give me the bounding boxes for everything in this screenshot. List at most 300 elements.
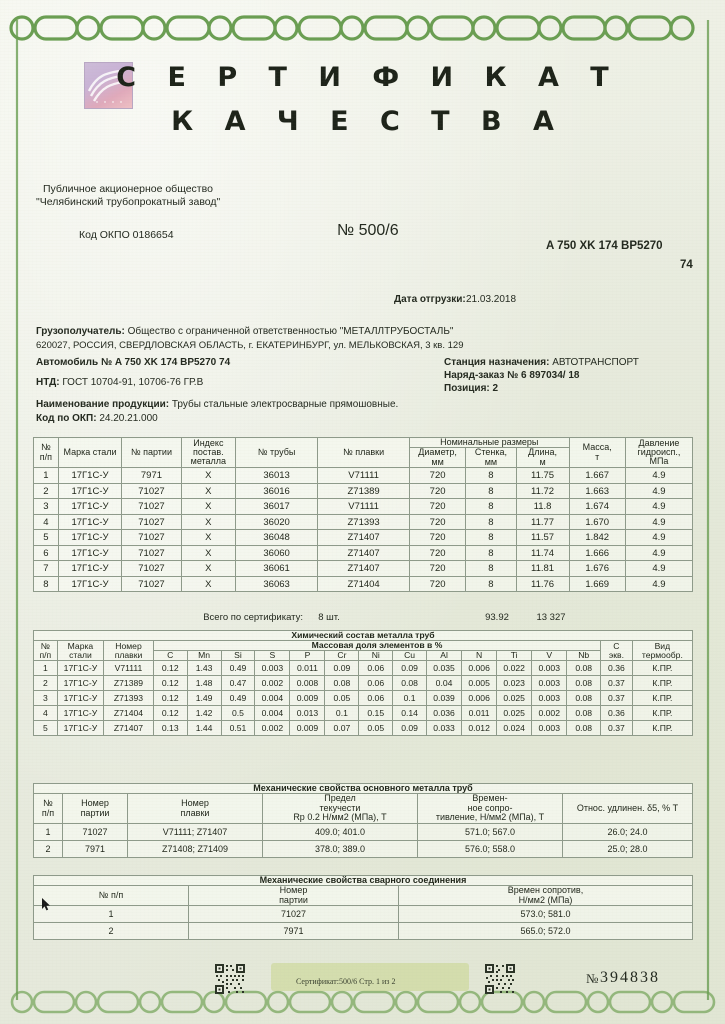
- weld-table-title: Механические свойства сварного соединения: [34, 876, 693, 886]
- table-cell: 4.9: [625, 499, 692, 515]
- table-cell: 71027: [189, 906, 399, 923]
- chem-col-nb: Nb: [567, 651, 601, 661]
- table-cell: 571.0; 567.0: [418, 823, 563, 840]
- table-cell: 0.009: [290, 691, 325, 706]
- shipping-date-label: Дата отгрузки:: [394, 294, 466, 305]
- table-row: [34, 545, 693, 561]
- table-cell: 720: [409, 576, 465, 592]
- table-cell: 720: [409, 468, 465, 484]
- mech-table-body: [34, 823, 693, 857]
- table-cell: 4: [34, 514, 59, 530]
- table-cell: К.ПР.: [632, 706, 692, 721]
- mech-col-heat-no: Номер плавки: [128, 794, 263, 823]
- table-row: [34, 661, 693, 676]
- vehicle-code-line2: 74: [680, 259, 693, 271]
- okp-value: 24.20.21.000: [99, 413, 158, 424]
- table-cell: 0.002: [255, 721, 290, 736]
- table-cell: Z71407: [318, 545, 410, 561]
- table-cell: Z71404: [104, 706, 154, 721]
- table-row: [34, 514, 693, 530]
- destination-station-value: АВТОТРАНСПОРТ: [552, 357, 639, 368]
- table-row: [34, 706, 693, 721]
- table-cell: 409.0; 401.0: [263, 823, 418, 840]
- col-pipe-no: № трубы: [235, 438, 317, 468]
- table-cell: 2: [34, 923, 189, 940]
- mech-col-elongation: Относ. удлинен. δ5, % Т: [563, 794, 693, 823]
- table-row: [34, 823, 693, 840]
- table-cell: 720: [409, 530, 465, 546]
- table-cell: 4.9: [625, 561, 692, 577]
- table-cell: 0.15: [359, 706, 393, 721]
- consignee-value: Общество с ограниченной ответственностью "МЕТАЛЛТРУБОСТАЛЬ": [127, 326, 454, 337]
- table-cell: 0.08: [567, 721, 601, 736]
- table-cell: 71027: [122, 545, 182, 561]
- table-cell: 720: [409, 561, 465, 577]
- weld-col-num: № п/п: [34, 886, 189, 906]
- table-cell: 0.004: [255, 706, 290, 721]
- table-cell: 0.08: [325, 676, 359, 691]
- table-cell: 1.42: [187, 706, 221, 721]
- table-cell: 11.74: [516, 545, 569, 561]
- table-cell: 0.09: [325, 661, 359, 676]
- weld-col-batch: Номер партии: [189, 886, 399, 906]
- table-cell: 17Г1С-У: [57, 661, 103, 676]
- weld-col-tensile: Времен сопротив, Н/мм2 (МПа): [399, 886, 693, 906]
- table-cell: V71111: [104, 661, 154, 676]
- mech-title-row: [34, 784, 693, 794]
- table-row: [34, 561, 693, 577]
- table-cell: 17Г1С-У: [57, 676, 103, 691]
- organization-name-line1: Публичное акционерное общество: [43, 183, 213, 195]
- table-cell: 0.49: [221, 661, 255, 676]
- mechanical-properties-table: [33, 783, 693, 858]
- table-cell: 0.12: [153, 706, 187, 721]
- product-name-label: Наименование продукции:: [36, 399, 170, 410]
- table-cell: 0.37: [601, 691, 633, 706]
- total-mass: 13 327: [536, 612, 566, 623]
- consignee-address: 620027, РОССИЯ, СВЕРДЛОВСКАЯ ОБЛАСТЬ, г. ЕКАТЕРИНБУРГ, ул. МЕЛЬКОВСКАЯ, 3 кв. 129: [36, 340, 464, 351]
- vehicle-number: Автомобиль № A 750 XK 174 BP5270 74: [36, 357, 231, 368]
- product-name-row: [36, 399, 398, 410]
- decorative-border-left: [6, 20, 28, 1000]
- table-cell: 4: [34, 706, 58, 721]
- table-cell: 7971: [63, 840, 128, 857]
- table-cell: 0.1: [393, 691, 427, 706]
- table-cell: 8: [466, 483, 516, 499]
- table-cell: 0.011: [290, 661, 325, 676]
- table-cell: 17Г1С-У: [58, 561, 121, 577]
- table-cell: X: [181, 576, 235, 592]
- table-cell: 1.44: [187, 721, 221, 736]
- table-cell: 4.9: [625, 468, 692, 484]
- table-cell: Z71393: [104, 691, 154, 706]
- table-cell: 0.07: [325, 721, 359, 736]
- chem-col-num: № п/п: [34, 641, 58, 661]
- table-cell: 17Г1С-У: [58, 545, 121, 561]
- table-cell: 0.013: [290, 706, 325, 721]
- table-cell: 0.08: [393, 676, 427, 691]
- mech-col-tensile: Времен- ное сопро- тивление, Н/мм2 (МПа), Т: [418, 794, 563, 823]
- table-cell: 1.667: [569, 468, 625, 484]
- destination-station-label: Станция назначения:: [444, 357, 550, 368]
- chem-col-v: V: [532, 651, 567, 661]
- position-value: 2: [492, 383, 499, 394]
- table-cell: 0.003: [532, 721, 567, 736]
- weld-table-head: [34, 876, 693, 906]
- table-cell: 6: [34, 545, 59, 561]
- table-cell: 0.08: [567, 676, 601, 691]
- table-cell: 0.002: [255, 676, 290, 691]
- table-cell: 2: [34, 840, 63, 857]
- table-cell: 8: [466, 530, 516, 546]
- table-cell: 1: [34, 823, 63, 840]
- decorative-border-top: [8, 12, 717, 44]
- total-length: 93.92: [485, 612, 509, 623]
- chem-col-heat-treatment: Вид термообр.: [632, 641, 692, 661]
- table-row: [34, 906, 693, 923]
- table-cell: 565.0; 572.0: [399, 923, 693, 940]
- table-cell: 0.37: [601, 721, 633, 736]
- qr-code-left: [213, 962, 247, 996]
- table-cell: Z71393: [318, 514, 410, 530]
- chemical-composition-table: [33, 630, 693, 736]
- table-cell: 36061: [235, 561, 317, 577]
- col-heat-no: № плавки: [318, 438, 410, 468]
- document-number-symbol: №: [586, 971, 599, 986]
- table-cell: 8: [466, 468, 516, 484]
- table-cell: 71027: [122, 576, 182, 592]
- col-num: № п/п: [34, 438, 59, 468]
- consignee-row: [36, 326, 453, 337]
- table-cell: 71027: [122, 499, 182, 515]
- weld-properties-table: [33, 875, 693, 940]
- total-count: 8 шт.: [318, 612, 340, 623]
- table-cell: 0.035: [427, 661, 462, 676]
- chem-col-si: Si: [221, 651, 255, 661]
- chem-title-row: [34, 631, 693, 641]
- table-cell: 720: [409, 499, 465, 515]
- table-cell: V71111: [318, 499, 410, 515]
- chem-col-s: S: [255, 651, 290, 661]
- table-cell: 25.0; 28.0: [563, 840, 693, 857]
- col-batch: № партии: [122, 438, 182, 468]
- table-cell: 8: [34, 576, 59, 592]
- table-cell: 3: [34, 691, 58, 706]
- table-cell: К.ПР.: [632, 691, 692, 706]
- table-cell: 1: [34, 661, 58, 676]
- chem-col-steel-grade: Марка стали: [57, 641, 103, 661]
- table-cell: V71111: [318, 468, 410, 484]
- mech-table-head: [34, 784, 693, 824]
- table-cell: 720: [409, 545, 465, 561]
- col-steel-grade: Марка стали: [58, 438, 121, 468]
- chem-col-al: Al: [427, 651, 462, 661]
- table-cell: 0.006: [462, 661, 497, 676]
- chem-col-cu: Cu: [393, 651, 427, 661]
- table-cell: 0.006: [462, 691, 497, 706]
- table-cell: 0.003: [532, 661, 567, 676]
- chem-col-ti: Ti: [497, 651, 532, 661]
- table-cell: 11.57: [516, 530, 569, 546]
- table-cell: 0.5: [221, 706, 255, 721]
- table-cell: 720: [409, 514, 465, 530]
- table-cell: 26.0; 24.0: [563, 823, 693, 840]
- table-cell: 0.033: [427, 721, 462, 736]
- table-cell: 0.036: [427, 706, 462, 721]
- table-cell: 0.005: [462, 676, 497, 691]
- table-cell: 71027: [122, 483, 182, 499]
- table-cell: 0.022: [497, 661, 532, 676]
- table-row: [34, 499, 693, 515]
- chem-col-heat-no: Номер плавки: [104, 641, 154, 661]
- col-pressure: Давление гидроисп., МПа: [625, 438, 692, 468]
- table-cell: 0.003: [255, 661, 290, 676]
- okp-label: Код по ОКП:: [36, 413, 97, 424]
- table-cell: 1.669: [569, 576, 625, 592]
- col-supply-index: Индекс постав. металла: [181, 438, 235, 468]
- table-row: [34, 691, 693, 706]
- position-label: Позиция:: [444, 383, 490, 394]
- table-cell: 17Г1С-У: [57, 721, 103, 736]
- table-cell: 0.05: [359, 721, 393, 736]
- table-cell: 0.024: [497, 721, 532, 736]
- col-wall: Стенка, мм: [466, 448, 516, 468]
- table-cell: 0.008: [290, 676, 325, 691]
- chem-table-head: [34, 631, 693, 661]
- col-diameter: Диаметр, мм: [409, 448, 465, 468]
- table-cell: 0.08: [567, 661, 601, 676]
- table-cell: 11.72: [516, 483, 569, 499]
- chem-col-mn: Mn: [187, 651, 221, 661]
- table-cell: 0.06: [359, 676, 393, 691]
- table-cell: 11.81: [516, 561, 569, 577]
- table-cell: 17Г1С-У: [58, 530, 121, 546]
- table-cell: 0.08: [567, 691, 601, 706]
- table-header-row: [34, 438, 693, 448]
- decorative-border-right: [697, 20, 719, 1000]
- table-cell: К.ПР.: [632, 676, 692, 691]
- table-cell: 0.47: [221, 676, 255, 691]
- weld-table-body: [34, 906, 693, 940]
- table-row: [34, 840, 693, 857]
- table-cell: 0.003: [532, 676, 567, 691]
- table-cell: X: [181, 561, 235, 577]
- table-cell: Z71407: [318, 561, 410, 577]
- col-length: Длина, м: [516, 448, 569, 468]
- order-value: 6 897034/ 18: [521, 370, 580, 381]
- table-cell: 71027: [63, 823, 128, 840]
- chem-col-cr: Cr: [325, 651, 359, 661]
- table-cell: 573.0; 581.0: [399, 906, 693, 923]
- table-cell: 0.06: [359, 661, 393, 676]
- product-table-body: [34, 468, 693, 592]
- document-number: 394838: [600, 969, 660, 986]
- table-cell: 0.039: [427, 691, 462, 706]
- table-cell: Z71408; Z71409: [128, 840, 263, 857]
- mech-col-batch: Номер партии: [63, 794, 128, 823]
- table-cell: 2: [34, 676, 58, 691]
- product-table: [33, 437, 693, 592]
- table-cell: 4.9: [625, 514, 692, 530]
- table-cell: 11.8: [516, 499, 569, 515]
- table-cell: 0.06: [359, 691, 393, 706]
- col-mass: Масса, т: [569, 438, 625, 468]
- table-cell: 1.49: [187, 691, 221, 706]
- product-table-head: [34, 438, 693, 468]
- table-cell: X: [181, 468, 235, 484]
- table-cell: 0.36: [601, 706, 633, 721]
- table-cell: 0.51: [221, 721, 255, 736]
- table-cell: 17Г1С-У: [58, 483, 121, 499]
- table-cell: 8: [466, 576, 516, 592]
- qr-code-right: [483, 962, 517, 996]
- table-cell: 7: [34, 561, 59, 577]
- table-cell: 1.663: [569, 483, 625, 499]
- table-cell: 11.76: [516, 576, 569, 592]
- table-cell: 0.12: [153, 691, 187, 706]
- table-cell: X: [181, 530, 235, 546]
- table-cell: 1: [34, 906, 189, 923]
- table-cell: 1.43: [187, 661, 221, 676]
- table-cell: 2: [34, 483, 59, 499]
- table-row: [34, 530, 693, 546]
- table-cell: 0.05: [325, 691, 359, 706]
- chem-table-body: [34, 661, 693, 736]
- order-label: Наряд-заказ №: [444, 370, 519, 381]
- table-cell: X: [181, 545, 235, 561]
- table-cell: 0.13: [153, 721, 187, 736]
- table-cell: 0.37: [601, 676, 633, 691]
- table-row: [34, 483, 693, 499]
- mouse-cursor: [42, 898, 51, 911]
- chem-subtitle-row: [34, 641, 693, 651]
- table-cell: 11.75: [516, 468, 569, 484]
- certificate-footer-text: Сертификат:500/6 Стр. 1 из 2: [296, 977, 396, 986]
- chem-table-title: Химический состав металла труб: [34, 631, 693, 641]
- ntd-value: ГОСТ 10704-91, 10706-76 ГР.В: [62, 377, 204, 388]
- table-cell: 36016: [235, 483, 317, 499]
- table-cell: 71027: [122, 561, 182, 577]
- table-cell: 0.36: [601, 661, 633, 676]
- table-cell: 71027: [122, 530, 182, 546]
- table-cell: 378.0; 389.0: [263, 840, 418, 857]
- chem-col-p: P: [290, 651, 325, 661]
- table-cell: 17Г1С-У: [58, 468, 121, 484]
- table-cell: 8: [466, 561, 516, 577]
- table-cell: X: [181, 514, 235, 530]
- chem-col-n: N: [462, 651, 497, 661]
- table-cell: 1.48: [187, 676, 221, 691]
- table-cell: 71027: [122, 514, 182, 530]
- table-cell: 0.14: [393, 706, 427, 721]
- okpo-code: Код ОКПО 0186654: [79, 229, 174, 241]
- mech-table-title: Механические свойства основного металла труб: [34, 784, 693, 794]
- table-cell: К.ПР.: [632, 721, 692, 736]
- table-cell: 0.04: [427, 676, 462, 691]
- table-cell: 7971: [189, 923, 399, 940]
- table-cell: 1.842: [569, 530, 625, 546]
- table-cell: 4.9: [625, 576, 692, 592]
- col-nominal-dimensions-group: Номинальные размеры: [409, 438, 569, 448]
- table-cell: 0.003: [532, 691, 567, 706]
- table-cell: 17Г1С-У: [57, 706, 103, 721]
- table-cell: К.ПР.: [632, 661, 692, 676]
- table-cell: V71111; Z71407: [128, 823, 263, 840]
- weld-header-row: [34, 886, 693, 906]
- table-cell: 0.12: [153, 661, 187, 676]
- table-cell: 17Г1С-У: [58, 576, 121, 592]
- table-cell: 36020: [235, 514, 317, 530]
- table-cell: 36060: [235, 545, 317, 561]
- destination-station-row: [444, 357, 639, 368]
- organization-name-line2: "Челябинский трубопрокатный завод": [36, 196, 221, 208]
- table-cell: 8: [466, 514, 516, 530]
- table-cell: 0.012: [462, 721, 497, 736]
- table-cell: Z71404: [318, 576, 410, 592]
- table-cell: 720: [409, 483, 465, 499]
- table-cell: 7971: [122, 468, 182, 484]
- table-cell: 0.1: [325, 706, 359, 721]
- table-cell: Z71407: [318, 530, 410, 546]
- table-cell: 1.676: [569, 561, 625, 577]
- table-row: [34, 923, 693, 940]
- certificate-number: № 500/6: [337, 222, 399, 239]
- vehicle-code-line1: A 750 XK 174 BP5270: [546, 240, 663, 252]
- table-cell: Z71389: [318, 483, 410, 499]
- table-cell: 4.9: [625, 483, 692, 499]
- page-title-line1: С Е Р Т И Ф И К А Т: [116, 62, 620, 93]
- table-cell: 5: [34, 530, 59, 546]
- table-cell: 8: [466, 499, 516, 515]
- table-cell: 0.09: [393, 661, 427, 676]
- table-row: [34, 468, 693, 484]
- table-cell: 0.011: [462, 706, 497, 721]
- table-cell: 36063: [235, 576, 317, 592]
- table-cell: X: [181, 483, 235, 499]
- table-cell: 0.009: [290, 721, 325, 736]
- table-cell: 0.004: [255, 691, 290, 706]
- table-cell: 17Г1С-У: [58, 514, 121, 530]
- chem-col-c-equiv: C экв.: [601, 641, 633, 661]
- chem-col-ni: Ni: [359, 651, 393, 661]
- table-cell: 0.08: [567, 706, 601, 721]
- table-cell: 4.9: [625, 530, 692, 546]
- mech-col-num: № п/п: [34, 794, 63, 823]
- table-cell: 36017: [235, 499, 317, 515]
- table-cell: Z71389: [104, 676, 154, 691]
- table-cell: 5: [34, 721, 58, 736]
- table-cell: 3: [34, 499, 59, 515]
- table-cell: 8: [466, 545, 516, 561]
- table-cell: Z71407: [104, 721, 154, 736]
- table-cell: 1.670: [569, 514, 625, 530]
- table-cell: 36013: [235, 468, 317, 484]
- page-title-line2: К А Ч Е С Т В А: [171, 106, 565, 137]
- chem-col-c: C: [153, 651, 187, 661]
- table-cell: 0.025: [497, 691, 532, 706]
- table-cell: 1.666: [569, 545, 625, 561]
- table-cell: 0.023: [497, 676, 532, 691]
- shipping-date-value: 21.03.2018: [466, 294, 517, 305]
- decorative-border-bottom: [8, 988, 717, 1016]
- total-label: Всего по сертификату:: [203, 612, 303, 623]
- table-cell: 0.12: [153, 676, 187, 691]
- chem-table-subtitle: Массовая доля элементов в %: [153, 641, 600, 651]
- table-cell: 576.0; 558.0: [418, 840, 563, 857]
- table-cell: 17Г1С-У: [57, 691, 103, 706]
- table-cell: 1.674: [569, 499, 625, 515]
- table-cell: X: [181, 499, 235, 515]
